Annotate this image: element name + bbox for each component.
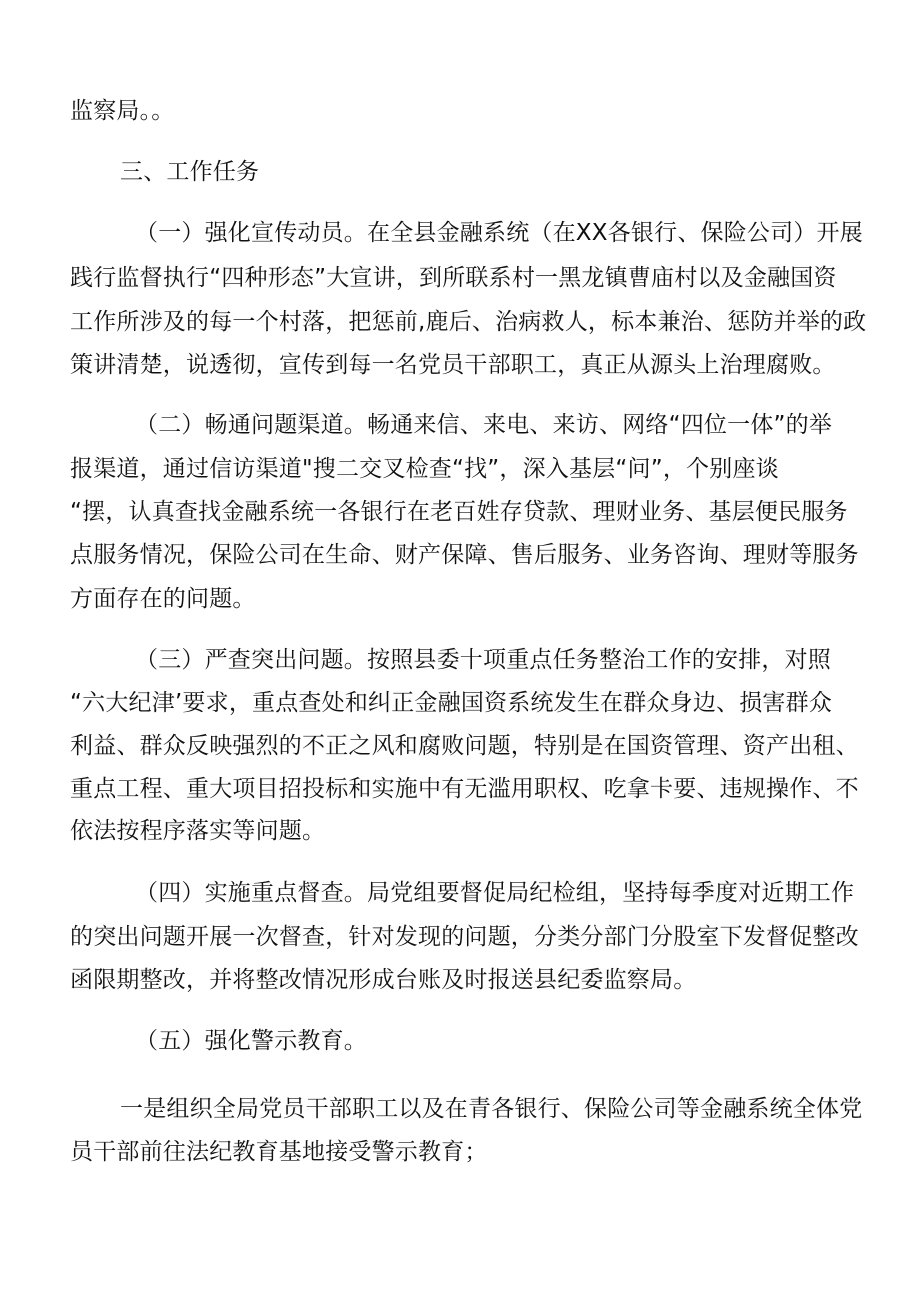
text-line: “摆，认真查找金融系统一各银行在老百姓存贷款、理财业务、基层便民服务 (70, 499, 848, 525)
text-line: 依法按程序落实等问题。 (70, 818, 326, 844)
text-line: 报渠道，通过信访渠道"搜二交叉检查“找”，深入基层“问”，个别座谈 (70, 456, 779, 482)
text-line: 一是组织全局党员干部职工以及在青各银行、保险公司等金融系统全体党 (120, 1096, 863, 1122)
text-line: （二）畅通问题渠道。畅通来信、来电、来访、网络“四位一体”的举 (135, 412, 833, 438)
text-line: 重点工程、重大项目招投标和实施中有无滥用职权、吃拿卡要、违规操作、不 (70, 776, 859, 802)
text-line: 方面存在的问题。 (70, 586, 256, 612)
text-line: 的突出问题开展一次督查，针对发现的问题，分类分部门分股室下发督促整改 (70, 924, 859, 950)
text-line: （一）强化宣传动员。在全县金融系统（在XX各银行、保险公司）开展 (135, 220, 863, 246)
text-line: “六大纪津’要求，重点查处和纠正金融国资系统发生在群众身边、损害群众 (70, 690, 833, 716)
section-heading: 三、工作任务 (120, 159, 260, 185)
text-line: 践行监督执行“四种形态”大宣讲，到所联系村一黑龙镇曹庙村以及金融国资 (70, 265, 837, 291)
text-line: 工作所涉及的每一个村落，把惩前,鹿后、治病救人，标本兼治、惩防并举的政 (70, 309, 867, 335)
text-line: 点服务情况，保险公司在生命、财产保障、售后服务、业务咨询、理财等服务 (70, 542, 859, 568)
text-line: 利益、群众反映强烈的不正之风和腐败问题，特别是在国资管理、资产出租、 (70, 733, 859, 759)
text-line: 策讲清楚，说透彻，宣传到每一名党员干部职工，真正从源头上治理腐败。 (70, 352, 836, 378)
text-line: （四）实施重点督查。局党组要督促局纪检组，坚持每季度对近期工作 (135, 880, 855, 906)
text-line: （三）严查突出问题。按照县委十项重点任务整治工作的安排，对照 (135, 647, 831, 673)
text-line: （五）强化警示教育。 (135, 1028, 367, 1054)
text-line: 监察局。。 (70, 98, 175, 124)
text-line: 函限期整改，并将整改情况形成台账及时报送县纪委监察局。 (70, 967, 697, 993)
text-line: 员干部前往法纪教育基地接受警示教育； (70, 1139, 488, 1165)
